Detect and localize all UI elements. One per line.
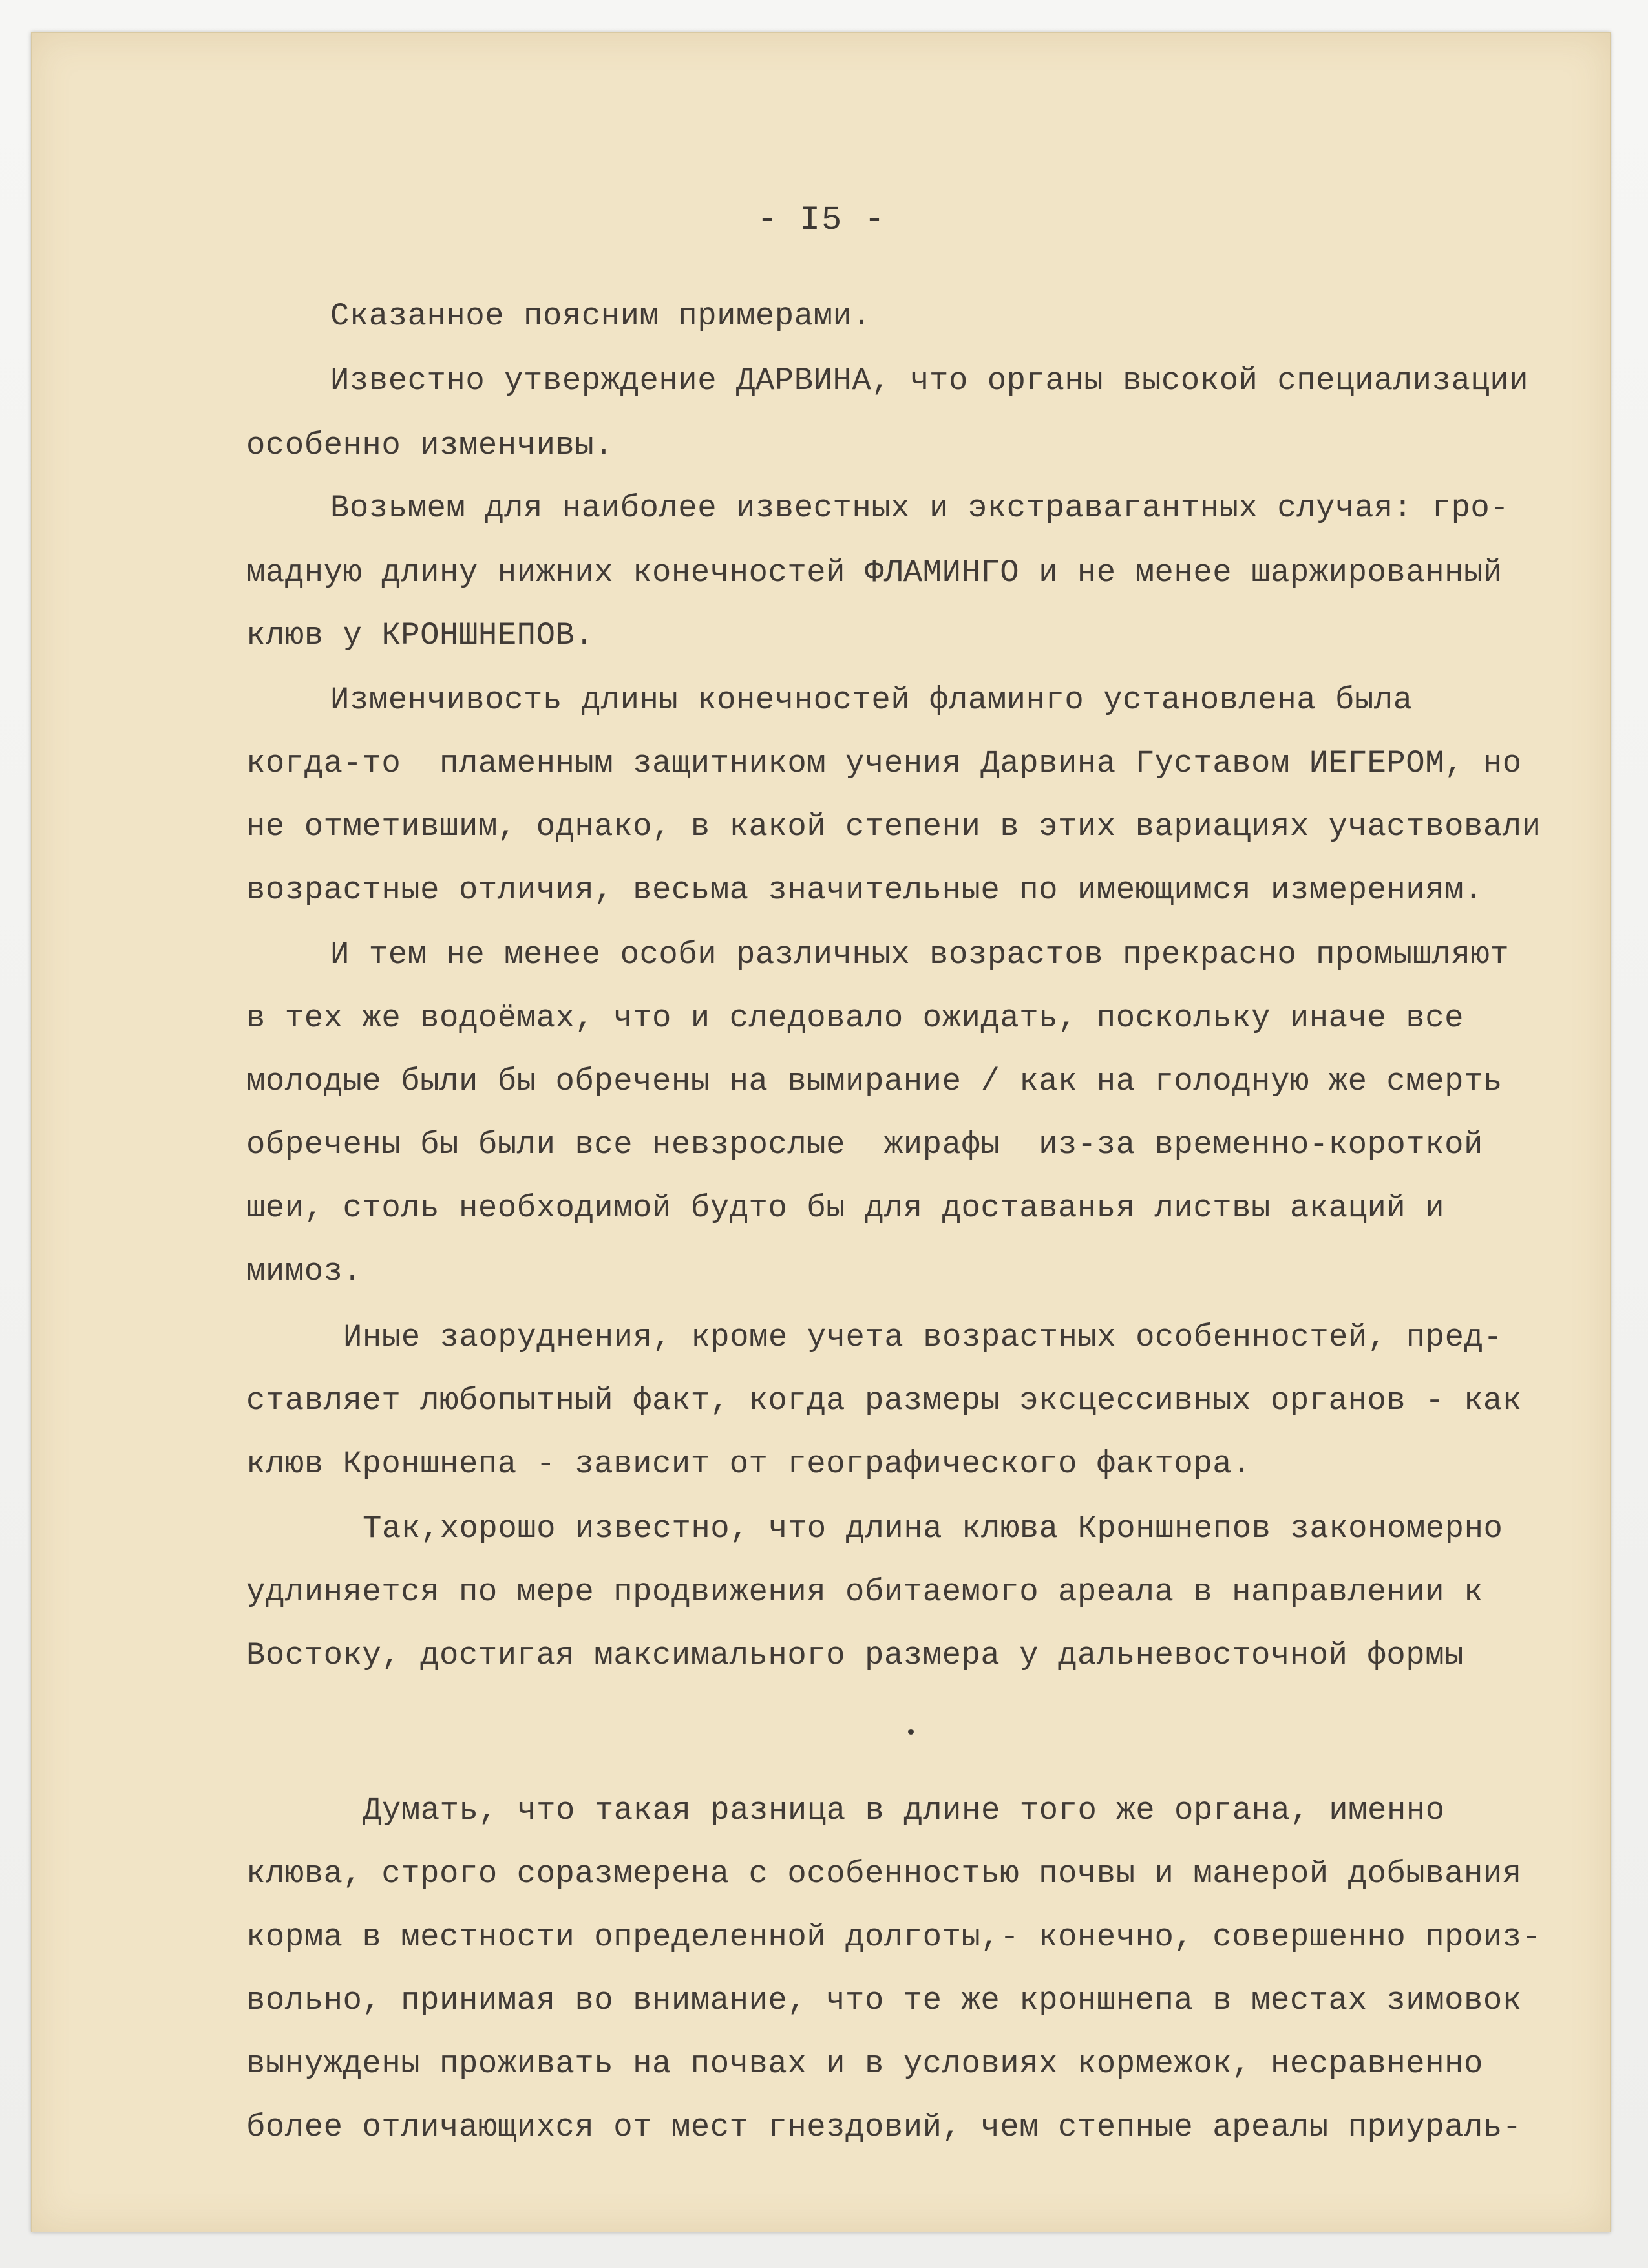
text-line: корма в местности определенной долготы,- конечно, совершенно произ- bbox=[246, 1919, 1541, 1955]
text-line: мимоз. bbox=[246, 1253, 363, 1289]
text-line: особенно изменчивы. bbox=[246, 427, 614, 463]
text-line: когда-то пламенным защитником учения Дарвина Густавом ИЕГЕРОМ, но bbox=[246, 745, 1522, 781]
typed-dot bbox=[908, 1729, 914, 1735]
text-line: клюв у КРОНШНЕПОВ. bbox=[246, 617, 595, 653]
text-line: более отличающихся от мест гнездовий, чем степные ареалы приураль- bbox=[246, 2109, 1522, 2145]
text-line: обречены бы были все невзрослые жирафы из-за временно-короткой bbox=[246, 1127, 1483, 1163]
text-line: возрастные отличия, весьма значительные по имеющимся измерениям. bbox=[246, 872, 1483, 908]
text-line: клюва, строго соразмерена с особенностью почвы и манерой добывания bbox=[246, 1856, 1522, 1892]
text-line: Известно утверждение ДАРВИНА, что органы высокой специализации bbox=[330, 363, 1529, 399]
text-line: не отметившим, однако, в какой степени в этих вариациях участвовали bbox=[246, 809, 1541, 845]
text-line: Возьмем для наиболее известных и экстравагантных случая: гро- bbox=[330, 490, 1510, 526]
text-line: клюв Кроншнепа - зависит от географического фактора. bbox=[246, 1446, 1252, 1482]
text-line: Сказанное поясним примерами. bbox=[330, 298, 872, 334]
text-line: удлиняется по мере продвижения обитаемого ареала в направлении к bbox=[246, 1574, 1483, 1610]
text-line: И тем не менее особи различных возрастов прекрасно промышляют bbox=[330, 937, 1510, 973]
text-line: Востоку, достигая максимального размера у дальневосточной формы bbox=[246, 1637, 1464, 1673]
text-line: вольно, принимая во внимание, что те же кроншнепа в местах зимовок bbox=[246, 1982, 1522, 2019]
typewritten-page bbox=[31, 32, 1611, 2232]
page-number: - I5 - bbox=[757, 201, 886, 239]
text-line: Изменчивость длины конечностей фламинго установлена была bbox=[330, 682, 1413, 718]
text-line: молодые были бы обречены на вымирание / как на голодную же смерть bbox=[246, 1063, 1503, 1099]
text-line: Иные заоруднения, кроме учета возрастных особенностей, пред- bbox=[343, 1319, 1503, 1355]
text-line: шеи, столь необходимой будто бы для доставанья листвы акаций и bbox=[246, 1190, 1445, 1226]
text-line: мадную длину нижних конечностей ФЛАМИНГО и не менее шаржированный bbox=[246, 555, 1503, 591]
text-line: Так,хорошо известно, что длина клюва Кроншнепов закономерно bbox=[363, 1510, 1503, 1547]
text-line: вынуждены проживать на почвах и в условиях кормежок, несравненно bbox=[246, 2046, 1483, 2082]
text-line: в тех же водоёмах, что и следовало ожидать, поскольку иначе все bbox=[246, 1000, 1464, 1036]
text-line: ставляет любопытный факт, когда размеры эксцессивных органов - как bbox=[246, 1383, 1522, 1419]
text-line: Думать, что такая разница в длине того же органа, именно bbox=[363, 1792, 1445, 1828]
